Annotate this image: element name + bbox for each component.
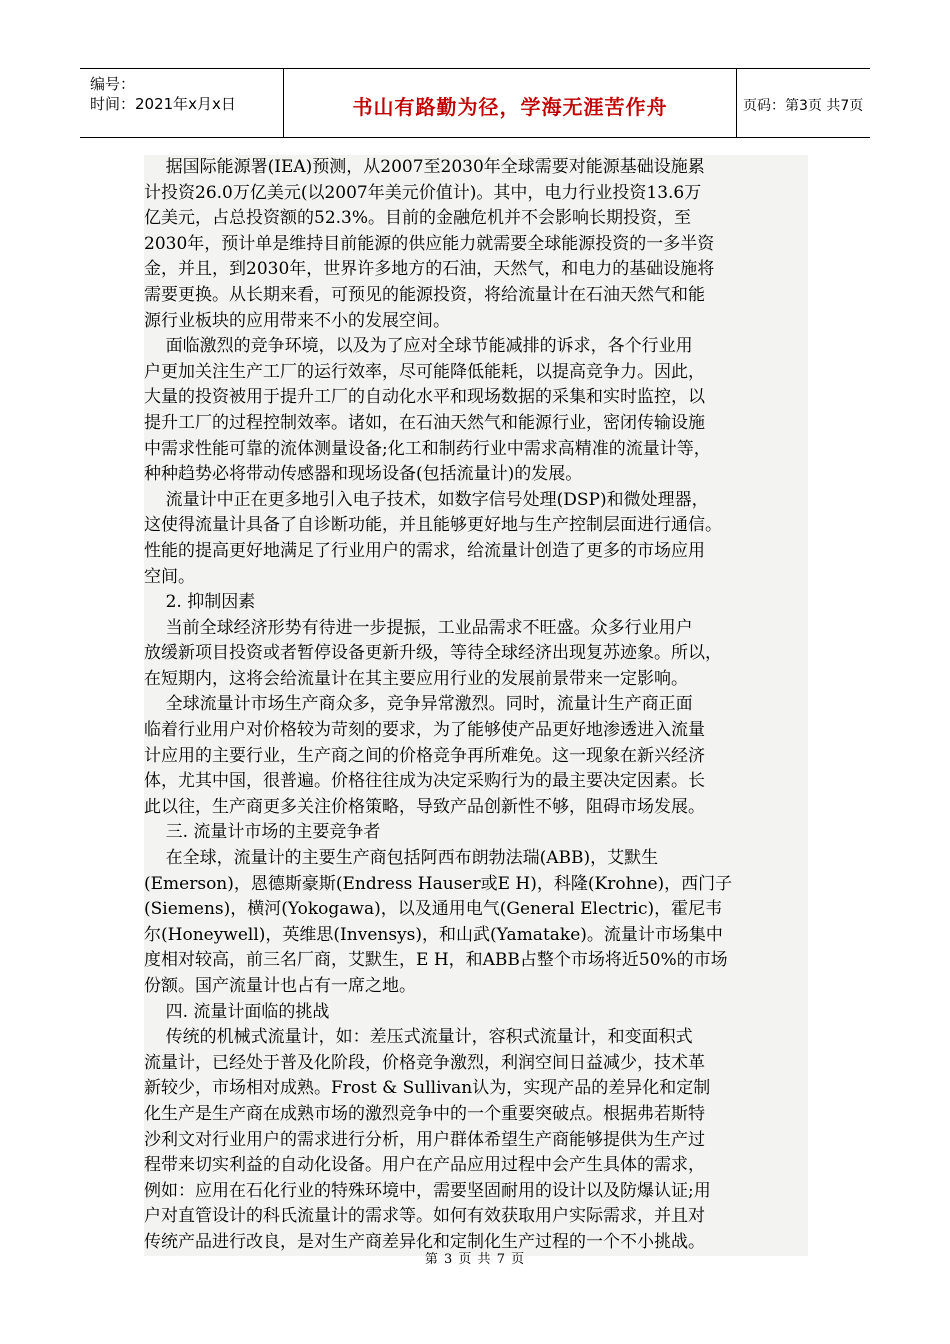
header-motto: 书山有路勤为径，学海无涯苦作舟 [352,95,668,119]
body-text-line: 户更加关注生产工厂的运行效率，尽可能降低能耗，以提高竞争力。因此， [144,361,705,382]
body-text-line: 当前全球经济形势有待进一步提振，工业品需求不旺盛。众多行业用户 [144,617,693,638]
header-page-cell [735,69,870,137]
body-text-line: 计投资26.0万亿美元(以2007年美元价值计)。其中，电力行业投资13.6万 [144,182,702,203]
page-header [80,68,870,138]
body-text-line: 放缓新项目投资或者暂停设备更新升级，等待全球经济出现复苏迹象。所以， [144,643,722,664]
body-text-line: 流量计中正在更多地引入电子技术，如数字信号处理(DSP)和微处理器， [144,489,709,510]
body-text-line: 临着行业用户对价格较为苛刻的要求，为了能够使产品更好地渗透进入流量 [144,720,705,741]
body-text-line: 大量的投资被用于提升工厂的自动化水平和现场数据的采集和实时监控，以 [144,387,705,408]
body-text-line: 沙利文对行业用户的需求进行分析，用户群体希望生产商能够提供为生产过 [144,1129,705,1150]
body-text-line: 2. 抑制因素 [144,592,256,613]
body-text-line: (Emerson)，恩德斯豪斯(Endress Hauser或E H)，科隆(Krohne)，西门子 [144,873,733,894]
body-text-line: 全球流量计市场生产商众多，竞争异常激烈。同时，流量计生产商正面 [144,694,693,715]
body-text-line: 传统的机械式流量计，如：差压式流量计，容积式流量计，和变面积式 [144,1027,693,1048]
body-text-line: 这使得流量计具备了自诊断功能，并且能够更好地与生产控制层面进行通信。 [144,515,722,536]
body-text-line: 流量计，已经处于普及化阶段，价格竞争激烈，利润空间日益减少，技术革 [144,1052,705,1073]
body-text-line: 亿美元，占总投资额的52.3%。目前的金融危机并不会影响长期投资，至 [144,208,692,229]
header-motto-cell [283,69,737,137]
body-text-line: 面临激烈的竞争环境，以及为了应对全球节能减排的诉求，各个行业用 [144,336,693,357]
body-text-line: 需要更换。从长期来看，可预见的能源投资，将给流量计在石油天然气和能 [144,284,705,305]
body-text-line: 源行业板块的应用带来不小的发展空间。 [144,310,450,331]
body-text-line: 度相对较高，前三名厂商，艾默生，E H，和ABB占整个市场将近50%的市场 [144,950,728,971]
body-text-line: (Siemens)，横河(Yokogawa)，以及通用电气(General Electric)，霍尼韦 [144,899,723,920]
body-text-line: 2030年，预计单是维持目前能源的供应能力就需要全球能源投资的一多半资 [144,233,715,254]
body-text-line: 据国际能源署(IEA)预测，从2007至2030年全球需要对能源基础设施累 [144,157,705,177]
body-text-line: 三. 流量计市场的主要竞争者 [144,822,381,843]
header-page-info: 页码：第3页 共7页 [743,98,864,114]
body-text-line: 程带来切实利益的自动化设备。用户在产品应用过程中会产生具体的需求， [144,1155,705,1176]
body-text-line: 体，尤其中国，很普遍。价格往往成为决定采购行为的最主要决定因素。长 [144,771,705,792]
body-text-line: 金，并且，到2030年，世界许多地方的石油，天然气，和电力的基础设施将 [144,259,715,280]
body-text-line: 在全球，流量计的主要生产商包括阿西布朗勃法瑞(ABB)，艾默生 [144,848,659,869]
body-text-line: 份额。国产流量计也占有一席之地。 [144,976,416,996]
body-text-line: 四. 流量计面临的挑战 [144,1001,330,1022]
body-text-line: 例如：应用在石化行业的特殊环境中，需要坚固耐用的设计以及防爆认证;用 [144,1180,711,1201]
body-text-line: 空间。 [144,566,195,587]
document-number-label: 编号： [90,75,136,93]
body-text-line: 在短期内，这将会给流量计在其主要应用行业的发展前景带来一定影响。 [144,668,688,689]
body-text-line: 化生产是生产商在成熟市场的激烈竞争中的一个重要突破点。根据弗若斯特 [144,1103,705,1124]
body-text-line: 尔(Honeywell)，英维思(Invensys)，和山武(Yamatake)。流量计市场集中 [144,924,723,945]
document-body [144,155,808,1256]
body-text-line: 新较少，市场相对成熟。Frost & Sullivan认为，实现产品的差异化和定制 [144,1078,711,1099]
body-text-line: 中需求性能可靠的流体测量设备;化工和制药行业中需求高精准的流量计等， [144,438,711,459]
body-text-line: 提升工厂的过程控制效率。诸如，在石油天然气和能源行业，密闭传输设施 [144,412,705,433]
body-text-line: 户对直管设计的科氏流量计的需求等。如何有效获取用户实际需求，并且对 [144,1206,705,1227]
body-text-line: 种种趋势必将带动传感器和现场设备(包括流量计)的发展。 [144,464,583,485]
body-text-line: 此以往，生产商更多关注价格策略，导致产品创新性不够，阻碍市场发展。 [144,796,705,817]
page-footer: 第 3 页 共 7 页 [424,1252,526,1267]
body-text-line: 性能的提高更好地满足了行业用户的需求，给流量计创造了更多的市场应用 [144,540,705,561]
body-text-line: 计应用的主要行业，生产商之间的价格竞争再所难免。这一现象在新兴经济 [144,745,705,766]
document-date: 时间：2021年x月x日 [90,95,236,113]
body-text-line: 传统产品进行改良，是对生产商差异化和定制化生产过程的一个不小挑战。 [144,1231,705,1252]
header-meta-cell [80,69,283,137]
